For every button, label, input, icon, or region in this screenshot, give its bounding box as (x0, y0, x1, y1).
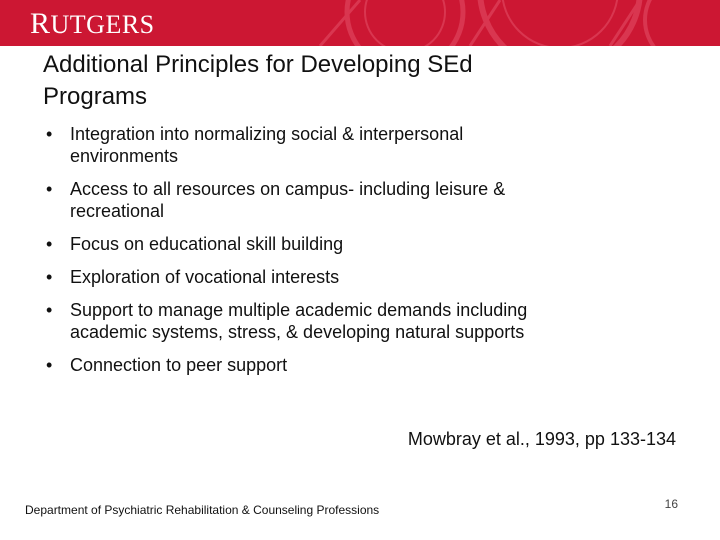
bullet-icon: • (46, 234, 53, 254)
page-number: 16 (664, 497, 678, 511)
citation: Mowbray et al., 1993, pp 133-134 (407, 429, 676, 449)
bullet-icon: • (46, 124, 53, 144)
slide-title-line-2: Programs (43, 83, 148, 110)
footer-department: Department of Psychiatric Rehabilitation & Counseling Professions (25, 503, 380, 517)
bullet-item (46, 266, 686, 288)
slide-title (43, 49, 683, 113)
bullet-text-line-1: Integration into normalizing social & interpersonal (70, 124, 464, 144)
rutgers-logo[interactable] (30, 7, 155, 41)
bullet-icon: • (46, 179, 53, 199)
logo-rest: UTGERS (50, 10, 155, 39)
bullet-item (46, 299, 686, 343)
bullet-item (46, 233, 686, 255)
bullet-text-line-2: recreational (70, 201, 165, 221)
bullet-item (46, 178, 686, 222)
bullet-text-line-2: environments (70, 146, 179, 166)
bullet-icon: • (46, 355, 53, 375)
header-banner (0, 0, 720, 46)
bullet-icon: • (46, 267, 53, 287)
bullet-text-line-1: Access to all resources on campus- including leisure & (70, 179, 506, 199)
bullet-list (46, 123, 686, 387)
bullet-item (46, 123, 686, 167)
bullet-icon: • (46, 300, 53, 320)
bullet-text-line-2: academic systems, stress, & developing natural supports (70, 322, 525, 342)
bullet-item (46, 354, 686, 376)
bullet-text-line-1: Connection to peer support (70, 355, 288, 375)
bullet-text-line-1: Support to manage multiple academic demands including (70, 300, 528, 320)
slide-title-line-1: Additional Principles for Developing SEd (43, 51, 473, 78)
bullet-text-line-1: Focus on educational skill building (70, 234, 344, 254)
logo-initial: R (30, 7, 51, 40)
bullet-text-line-1: Exploration of vocational interests (70, 267, 340, 287)
